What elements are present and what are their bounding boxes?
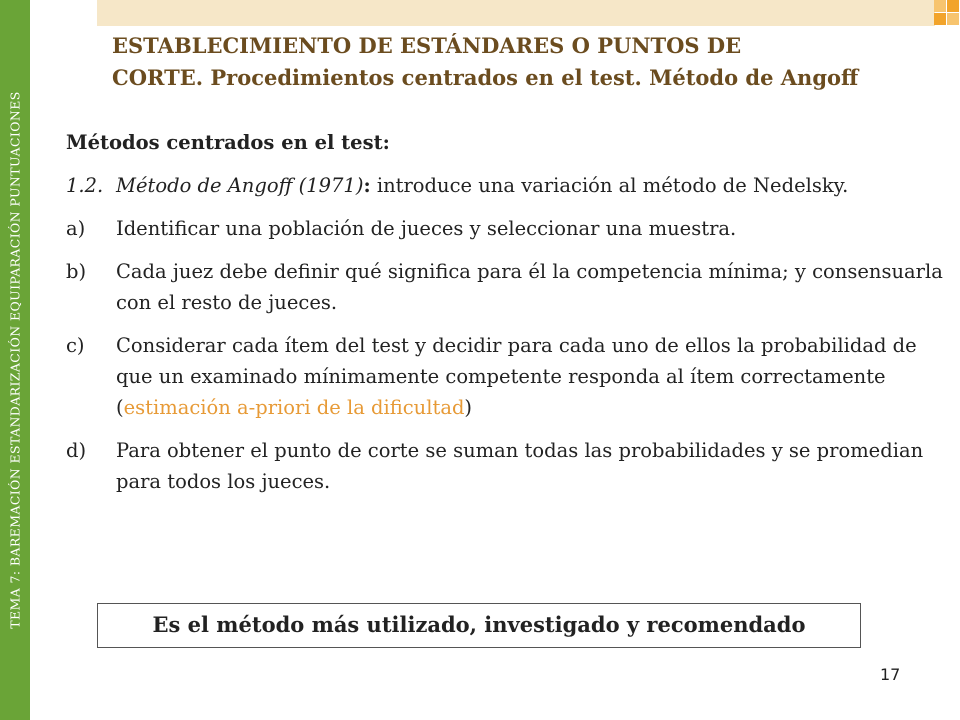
list-item-text — [116, 330, 946, 423]
slide-title — [112, 30, 912, 94]
difficulty-highlight: estimación a-priori de la dificultad — [123, 396, 465, 419]
intro-text — [116, 170, 946, 201]
title-line-1: ESTABLECIMIENTO DE ESTÁNDARES O PUNTOS DE — [112, 33, 742, 58]
list-item-text: Para obtener el punto de corte se suman todas las probabilidades y se promedian para todos los jueces. — [116, 439, 924, 493]
title-line-2: CORTE. Procedimientos centrados en el test. Método de Angoff — [112, 65, 859, 90]
corner-squares-decoration — [934, 0, 960, 26]
intro-number: 1.2. — [66, 174, 104, 197]
sidebar-topic-label: TEMA 7: BAREMACIÓN ESTANDARIZACIÓN EQUIPARACIÓN PUNTUACIONES — [7, 91, 23, 629]
header-band — [97, 0, 935, 26]
intro-description: introduce una variación al método de Nedelsky. — [370, 174, 849, 197]
list-item-text: Cada juez debe definir qué significa para él la competencia mínima; y consensuarla con el resto de jueces. — [116, 260, 943, 314]
list-item-c — [66, 330, 946, 423]
list-item-label: d) — [66, 439, 87, 462]
page-number: 17 — [880, 665, 901, 684]
intro-item — [66, 170, 946, 201]
list-item-label: a) — [66, 217, 86, 240]
list-item-d — [66, 435, 946, 497]
list-item-a — [66, 213, 946, 244]
intro-colon: : — [363, 174, 371, 197]
section-heading: Métodos centrados en el test: — [66, 131, 390, 154]
list-item-text-start: Considerar cada ítem del test y decidir para cada uno de ellos la probabilidad de que un examinado mínimamente competente responda al ítem correctamente ( — [116, 334, 917, 419]
list-item-text-end: ) — [464, 396, 473, 419]
list-item-b — [66, 256, 946, 318]
list-item-label: c) — [66, 334, 85, 357]
sidebar-band — [0, 0, 30, 720]
conclusion-callout: Es el método más utilizado, investigado y recomendado — [97, 603, 861, 648]
slide-body — [66, 127, 946, 509]
list-item-label: b) — [66, 260, 87, 283]
method-name: Método de Angoff (1971) — [116, 174, 364, 197]
list-item-text: Identificar una población de jueces y seleccionar una muestra. — [116, 217, 737, 240]
